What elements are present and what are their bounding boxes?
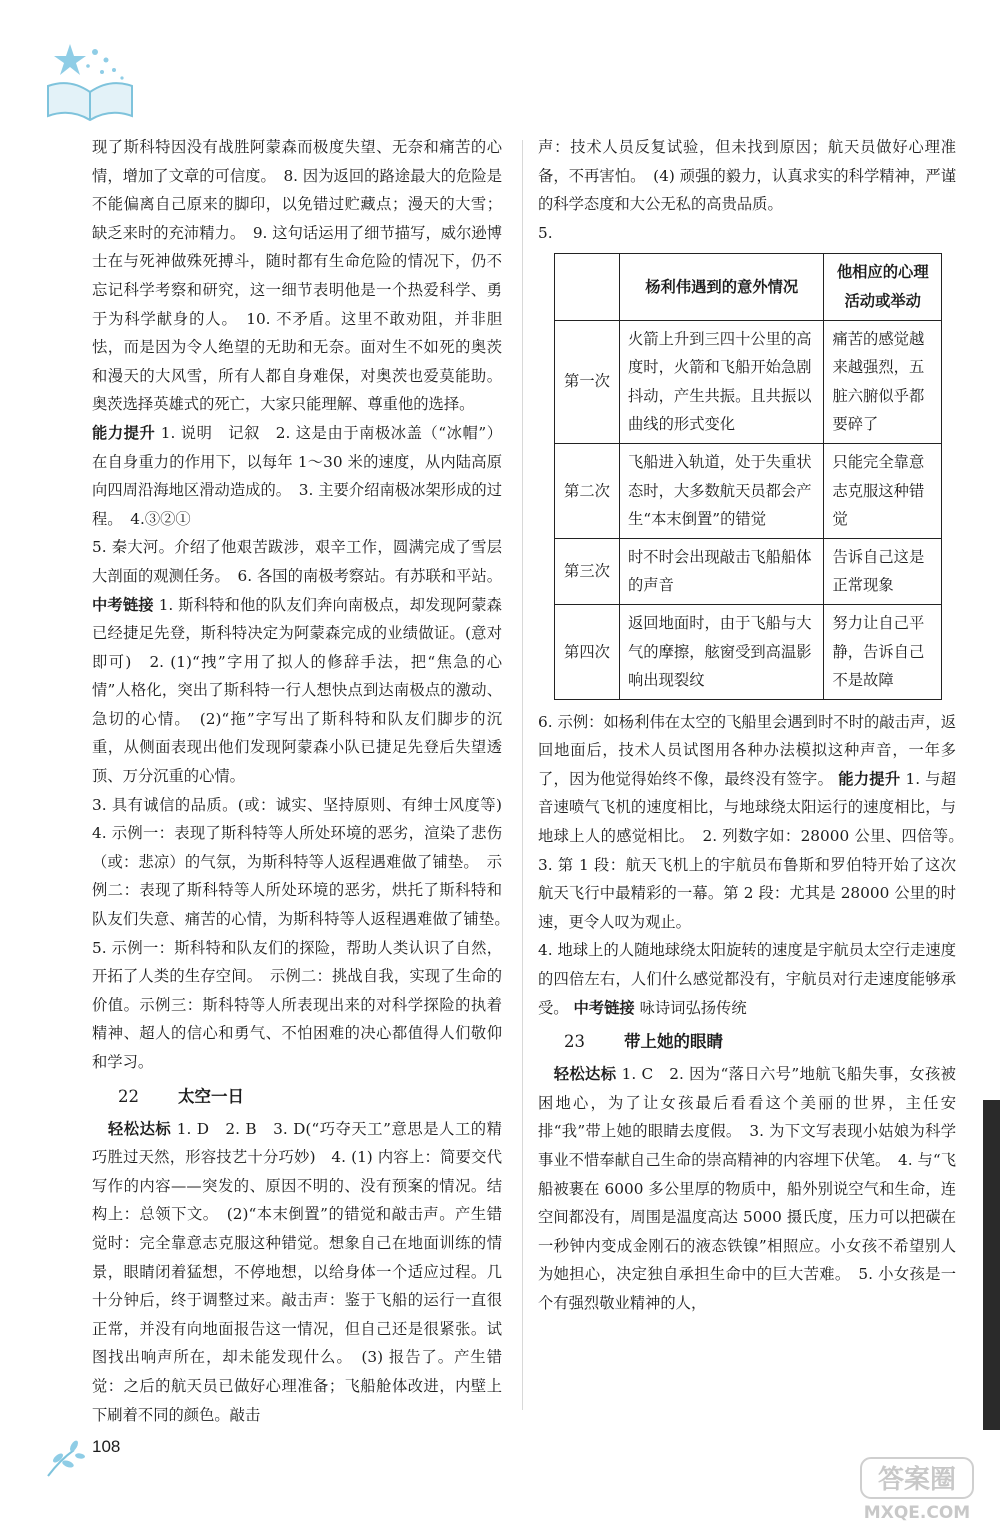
section-tag: 轻松达标 — [107, 1119, 172, 1138]
row-label: 第三次 — [555, 538, 620, 604]
table-row — [555, 604, 942, 699]
section-tag: 轻松达标 — [553, 1065, 617, 1084]
response-cell: 痛苦的感觉越来越强烈，五脏六腑似乎都要碎了 — [824, 320, 942, 443]
response-cell: 努力让自己平静，告诉自己不是故障 — [824, 604, 942, 699]
answer-text: 1. C 2. 因为“落日六号”地航飞船失事，女孩被困地心，为了让女孩最后看看这个美丽的世界，主任安排“我”带上她的眼睛去度假。 3. 为下文写表现小姑娘为科学事业不惜奉献自己生命的崇高精神的内容埋下伏笔。 4. 与“飞船被裹在 6000 多公里厚的物质中，船外别说空气和生命，连空间都没有，周围是温度高达 5000 摄氏度，压力可以把碳在一秒钟内变成金刚石的液态铁镍”相照应。小女孩不希望别人为她担心，决定独自承担生命中的巨大苦难。 5. 小女孩是一个有强烈敬业精神的人， — [538, 1065, 956, 1312]
table-header: 他相应的心理活动或举动 — [824, 254, 942, 320]
response-cell: 只能完全靠意志克服这种错觉 — [824, 443, 942, 538]
lesson-heading — [538, 1027, 956, 1057]
answer-paragraph — [92, 419, 502, 533]
answer-paragraph — [538, 708, 972, 937]
answer-text: 1. D 2. B 3. D(“巧夺天工”意思是人工的精巧胜过天然，形容技艺十分巧妙) 4. (1) 内容上：简要交代写作的内容——突发的、原因不明的、没有预案的情况。结构上：总领下文。 (2)“本末倒置”的错觉和敲击声。产生错觉时：完全靠意志克服这种错觉。想象自己在地面训练的情景，眼睛闭着猛想，不停地想，以给身体一个适应过程。几十分钟后，终于调整过来。敲击声：鉴于飞船的运行一直很正常，并没有向地面报告这一情况，但自己还是很紧张。试图找出响声所在，却未能发现什么。 (3) 报告了。产生错觉：之后的航天员已做好心理准备；飞船舱体改进，内壁上下刷着不同的颜色。敲击 — [92, 1119, 502, 1424]
book-stars-logo — [40, 38, 140, 123]
answer-paragraph — [538, 936, 956, 1022]
table-row — [555, 320, 942, 443]
left-column — [92, 133, 518, 1429]
situation-cell: 飞船进入轨道，处于失重状态时，大多数航天员都会产生“本末倒置”的错觉 — [620, 443, 824, 538]
column-divider — [522, 140, 523, 1410]
answer-text: 1. 与超音速喷气飞机的速度相比，与地球绕太阳运行的速度相比，与地球上人的感觉相比。 2. 列数字如：28000 公里、四倍等。 3. 第 1 段：航天飞机上的宇航员布鲁斯和罗伯特开始了这次航天飞行中最精彩的一幕。第 2 段：尤其是 28000 公里的时速，更令人叹为观止。 — [538, 769, 972, 931]
answer-text: 咏诗词弘扬传统 — [639, 998, 747, 1017]
answer-paragraph: 声：技术人员反复试验，但未找到原因；航天员做好心理准备，不再害怕。 (4) 顽强的毅力，认真求实的科学精神，严谨的科学态度和大公无私的高贵品质。 — [538, 138, 956, 214]
table-row — [555, 443, 942, 538]
section-tag: 中考链接 — [573, 998, 635, 1017]
answer-paragraph — [92, 1115, 502, 1430]
watermark-logo — [855, 1454, 980, 1524]
leaf-decoration-icon — [44, 1430, 92, 1480]
row-label: 第二次 — [555, 443, 620, 538]
row-label: 第四次 — [555, 604, 620, 699]
section-tag: 中考链接 — [92, 595, 154, 614]
answer-paragraph: 现了斯科特因没有战胜阿蒙森而极度失望、无奈和痛苦的心情，增加了文章的可信度。 8. 因为返回的路途最大的危险是不能偏离自己原来的脚印，以免错过贮藏点；漫天的大雪；缺乏来时的充沛精力。 9. 这句话运用了细节描写，威尔逊博士在与死神做殊死搏斗，随时都有生命危险的情况下，仍不忘记科学考察和研究，这一细节表明他是一个热爱科学、勇于为科学献身的人。 10. 不矛盾。这里不敢劝阻，并非胆怯，而是因为令人绝望的无助和无奈。面对生不如死的奥茨和漫天的大风雪，所有人都自身难保，对奥茨也爱莫能助。奥茨选择英雄式的死亡，大家只能理解、尊重他的选择。 — [92, 138, 502, 414]
answer-text: 1. 说明 记叙 2. 这是由于南极冰盖（“冰帽”）在自身重力的作用下，以每年 1～30 米的速度，从内陆高原向四周沿海地区滑动造成的。 3. 主要介绍南极冰架形成的过程。 4.③②① — [92, 423, 502, 528]
table-corner — [555, 254, 620, 320]
answer-text: 4. 地球上的人随地球绕太阳旋转的速度是宇航员太空行走速度的四倍左右，人们什么感觉都没有，宇航员对行走速度能够承受。 — [538, 941, 956, 1017]
lesson-number: 23 — [564, 1032, 585, 1052]
answer-table — [554, 253, 942, 699]
situation-cell: 时不时会出现敲击飞船船体的声音 — [620, 538, 824, 604]
answer-paragraph — [92, 533, 502, 790]
answer-text: 1. 斯科特和他的队友们奔向南极点，却发现阿蒙森已经捷足先登，斯科特决定为阿蒙森完成的业绩做证。(意对即可) 2. (1)“拽”字用了拟人的修辞手法，把“焦急的心情”人格化，突出了斯科特一行人想快点到达南极点的激动、急切的心情。 (2)“拖”字写出了斯科特和队友们脚步的沉重，从侧面表现出他们发现阿蒙森小队已捷足先登后失望透顶、万分沉重的心情。 — [92, 595, 502, 786]
answer-text: 6. 示例：如杨利伟在太空的飞船里会遇到时不时的敲击声，返回地面后，技术人员试图用各种办法模拟这种声音，一年多了，因为他觉得始终不像，最终没有签字。 — [538, 712, 956, 788]
answer-paragraph: 3. 具有诚信的品质。(或：诚实、坚持原则、有绅士风度等) 4. 示例一：表现了斯科特等人所处环境的恶劣，渲染了悲伤（或：悲凉）的气氛，为斯科特等人返程遇难做了铺垫。 示例二：表现了斯科特等人所处环境的恶劣，烘托了斯科特和队友们失意、痛苦的心情，为斯科特等人返程遇难做了铺垫。 5. 示例一：斯科特和队友们的探险，帮助人类认识了自然，开拓了人类的生存空间。 示例二：挑战自我，实现了生命的价值。示例三：斯科特等人所表现出来的对科学探险的执着精神、超人的信心和勇气、不怕困难的决心都值得人们敬仰和学习。 — [92, 795, 518, 1071]
response-cell: 告诉自己这是正常现象 — [824, 538, 942, 604]
table-row — [555, 538, 942, 604]
lesson-heading — [92, 1082, 502, 1112]
lesson-number: 22 — [118, 1086, 139, 1106]
section-tag: 能力提升 — [838, 769, 901, 788]
question-number: 5. — [538, 223, 553, 242]
table-header-row — [555, 254, 942, 320]
answer-text: 5. 秦大河。介绍了他艰苦跋涉，艰辛工作，圆满完成了雪层大剖面的观测任务。 6. 各国的南极考察站。有苏联和平站。 — [92, 538, 502, 585]
lesson-title: 带上她的眼睛 — [624, 1032, 723, 1052]
situation-cell: 返回地面时，由于飞船与大气的摩擦，舷窗受到高温影响出现裂纹 — [620, 604, 824, 699]
page-edge-tab — [983, 1100, 1000, 1430]
page-number: 108 — [92, 1437, 121, 1456]
table-header: 杨利伟遇到的意外情况 — [620, 254, 824, 320]
watermark-bottom-text: MXQE.COM — [863, 1503, 971, 1523]
watermark-top-text: 答案圈 — [877, 1465, 957, 1495]
right-column — [538, 133, 972, 1318]
section-tag: 能力提升 — [92, 423, 156, 442]
situation-cell: 火箭上升到三四十公里的高度时，火箭和飞船开始急剧抖动，产生共振。且共振以曲线的形式变化 — [620, 320, 824, 443]
answer-paragraph — [538, 1060, 956, 1317]
lesson-title: 太空一日 — [178, 1086, 244, 1106]
row-label: 第一次 — [555, 320, 620, 443]
